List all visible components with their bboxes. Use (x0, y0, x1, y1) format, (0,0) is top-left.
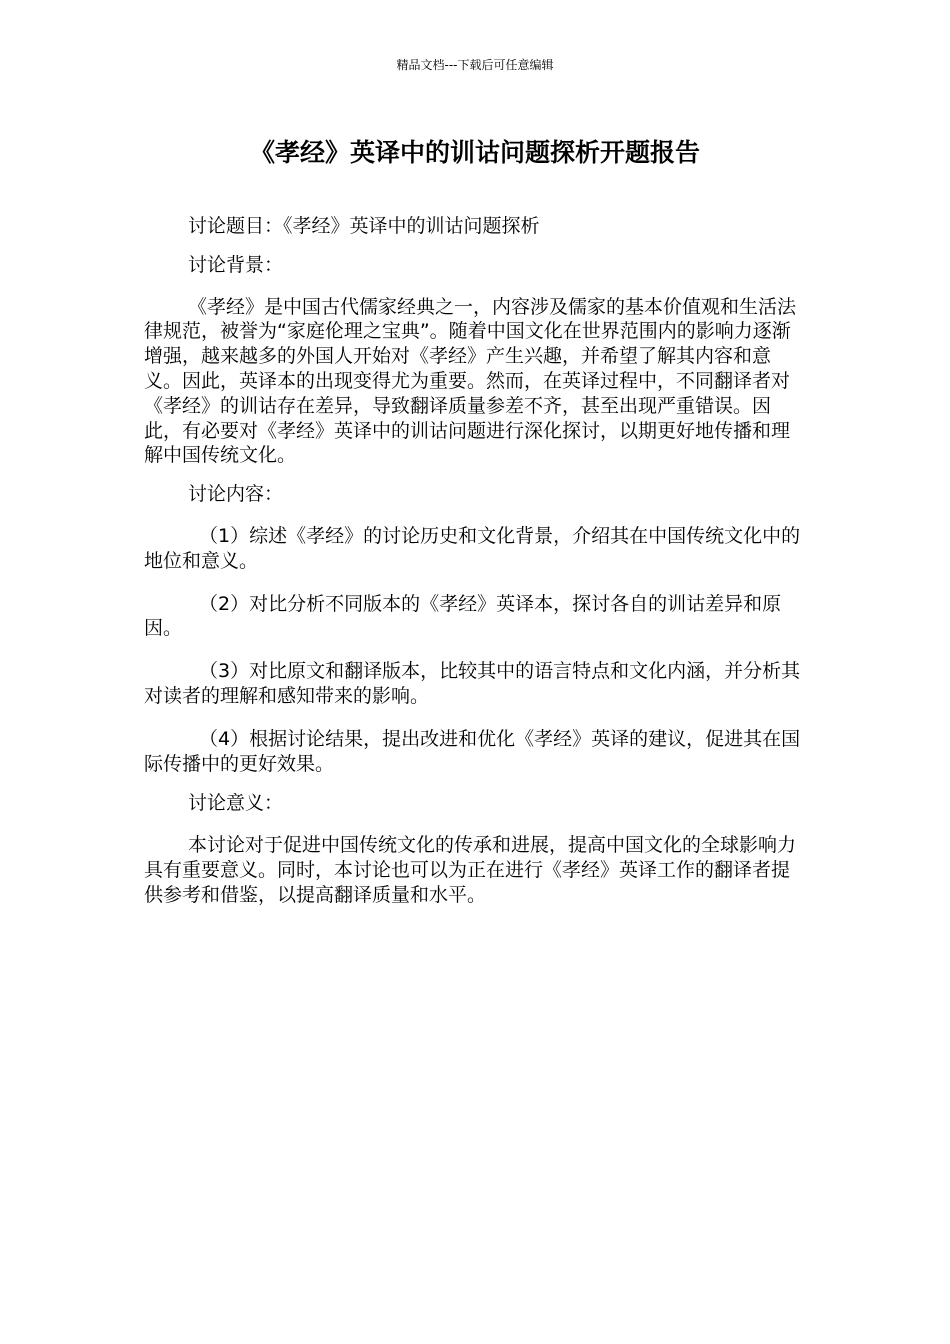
topic-line: 讨论题目：《孝经》英译中的训诂问题探析 (188, 215, 540, 237)
content-label: 讨论内容： (188, 483, 284, 506)
content-item-3: （3）对比原文和翻译版本，比较其中的语言特点和文化内涵，并分析其对读者的理解和感知带来的影响。 (144, 660, 801, 707)
content-item-4: （4）根据讨论结果，提出改进和优化《孝经》英译的建议，促进其在国际传播中的更好效果。 (144, 727, 801, 775)
document-body (144, 214, 808, 908)
background-label: 讨论背景： (188, 253, 284, 276)
significance-label: 讨论意义： (188, 792, 284, 815)
significance-paragraph: 本讨论对于促进中国传统文化的传承和进展，提高中国文化的全球影响力具有重要意义。同时，本讨论也可以为正在进行《孝经》英译工作的翻译者提供参考和借鉴，以提高翻译质量和水平。 (144, 834, 797, 906)
content-item-1: （1）综述《孝经》的讨论历史和文化背景，介绍其在中国传统文化中的地位和意义。 (144, 524, 801, 572)
content-item-2: （2）对比分析不同版本的《孝经》英译本，探讨各自的训诂差异和原因。 (144, 592, 782, 640)
background-paragraph: 《孝经》是中国古代儒家经典之一，内容涉及儒家的基本价值观和生活法律规范，被誉为“家庭伦理之宝典”。随着中国文化在世界范围内的影响力逐渐增强，越来越多的外国人开始对《孝经》产生兴趣，并希望了解其内容和意义。因此，英译本的出现变得尤为重要。然而，在英译过程中，不同翻译者对《孝经》的训诂存在差异，导致翻译质量参差不齐，甚至出现严重错误。因此，有必要对《孝经》英译中的训诂问题进行深化探讨，以期更好地传播和理解中国传统文化。 (144, 295, 797, 467)
page-header-note: 精品文档---下载后可任意编辑 (396, 58, 554, 72)
document-title: 《孝经》英译中的训诂问题探析开题报告 (249, 138, 700, 167)
